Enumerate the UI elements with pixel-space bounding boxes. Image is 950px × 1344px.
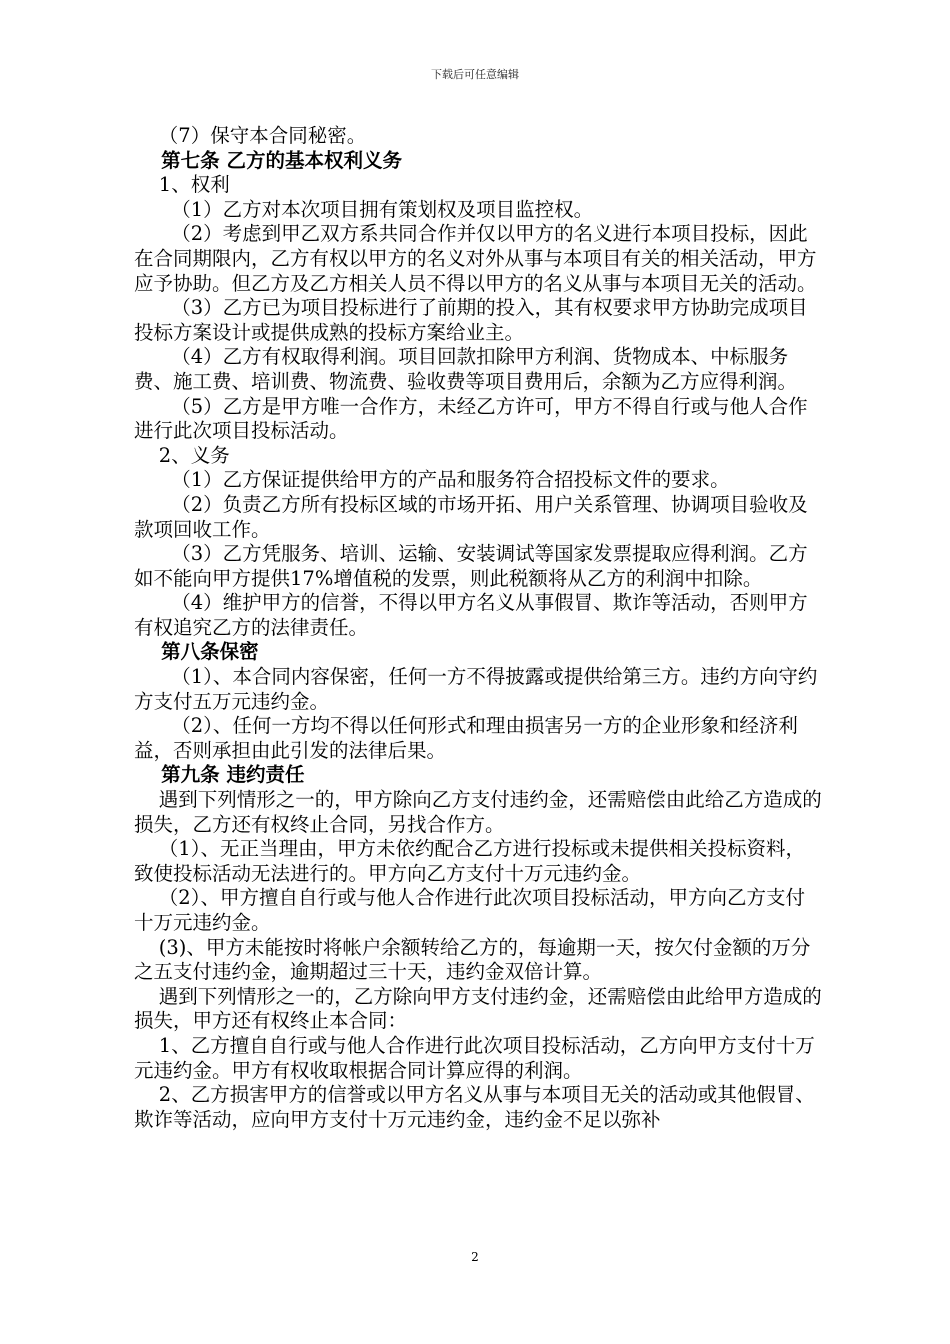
paragraph: 遇到下列情形之一的，甲方除向乙方支付违约金，还需赔偿由此给乙方造成的损失，乙方还有权终止合同，另找合作方。 [134, 788, 822, 836]
paragraph: (3)、甲方未能按时将帐户余额转给乙方的，每逾期一天，按欠付金额的万分之五支付违约金，逾期超过三十天，违约金双倍计算。 [134, 935, 811, 984]
paragraph: 遇到下列情形之一的，乙方除向甲方支付违约金，还需赔偿由此给甲方造成的损失，甲方还有权终止本合同： [134, 984, 822, 1033]
page-number: 2 [471, 1250, 479, 1264]
paragraph: （5）乙方是甲方唯一合作方，未经乙方许可，甲方不得自行或与他人合作进行此次项目投标活动。 [134, 394, 808, 443]
paragraph: （2）、甲方擅自自行或与他人合作进行此次项目投标活动，甲方向乙方支付十万元违约金。 [134, 886, 805, 934]
paragraph: （2）负责乙方所有投标区域的市场开拓、用户关系管理、协调项目验收及款项回收工作。 [134, 492, 808, 541]
paragraph: （3）乙方凭服务、培训、运输、安装调试等国家发票提取应得利润。乙方如不能向甲方提供17%增值税的发票，则此税额将从乙方的利润中扣除。 [134, 542, 808, 590]
paragraph: （4）维护甲方的信誉，不得以甲方名义从事假冒、欺诈等活动，否则甲方有权追究乙方的法律责任。 [134, 591, 808, 639]
paragraph: （1）、无正当理由，甲方未依约配合乙方进行投标或未提供相关投标资料，致使投标活动无法进行的。甲方向乙方支付十万元违约金。 [134, 837, 805, 885]
section-heading: 第九条 违约责任 [134, 763, 305, 787]
section-heading: 第七条 乙方的基本权利义务 [134, 148, 402, 172]
paragraph: （1）乙方保证提供给甲方的产品和服务符合招投标文件的要求。 [134, 468, 730, 492]
section-heading: 第八条保密 [134, 640, 259, 664]
paragraph: （4）乙方有权取得利润。项目回款扣除甲方利润、货物成本、中标服务费、施工费、培训费、物流费、验收费等项目费用后，余额为乙方应得利润。 [134, 345, 798, 393]
paragraph: （2）、任何一方均不得以任何形式和理由损害另一方的企业形象和经济利益，否则承担由此引发的法律后果。 [134, 714, 798, 762]
paragraph: 2、乙方损害甲方的信誉或以甲方名义从事与本项目无关的活动或其他假冒、欺诈等活动，应向甲方支付十万元违约金，违约金不足以弥补 [134, 1083, 815, 1131]
document-body [134, 124, 824, 1132]
paragraph: （2）考虑到甲乙双方系共同合作并仅以甲方的名义进行本项目投标，因此在合同期限内，乙方有权以甲方的名义对外从事与本项目有关的相关活动，甲方应予协助。但乙方及乙方相关人员不得以甲方的名义从事与本项目无关的活动。 [134, 222, 817, 295]
paragraph: （1）、本合同内容保密，任何一方不得披露或提供给第三方。违约方向守约方支付五万元违约金。 [134, 665, 818, 713]
page-header: 下载后可任意编辑 [431, 68, 519, 81]
paragraph: 1、权利 [134, 173, 230, 197]
paragraph: （7）保守本合同秘密。 [134, 124, 367, 147]
paragraph: （3）乙方已为项目投标进行了前期的投入，其有权要求甲方协助完成项目投标方案设计或提供成熟的投标方案给业主。 [134, 296, 808, 344]
paragraph: 1、乙方擅自自行或与他人合作进行此次项目投标活动，乙方向甲方支付十万元违约金。甲方有权收取根据合同计算应得的利润。 [134, 1033, 815, 1082]
paragraph: 2、义务 [134, 443, 230, 467]
paragraph: （1）乙方对本次项目拥有策划权及项目监控权。 [134, 197, 594, 221]
